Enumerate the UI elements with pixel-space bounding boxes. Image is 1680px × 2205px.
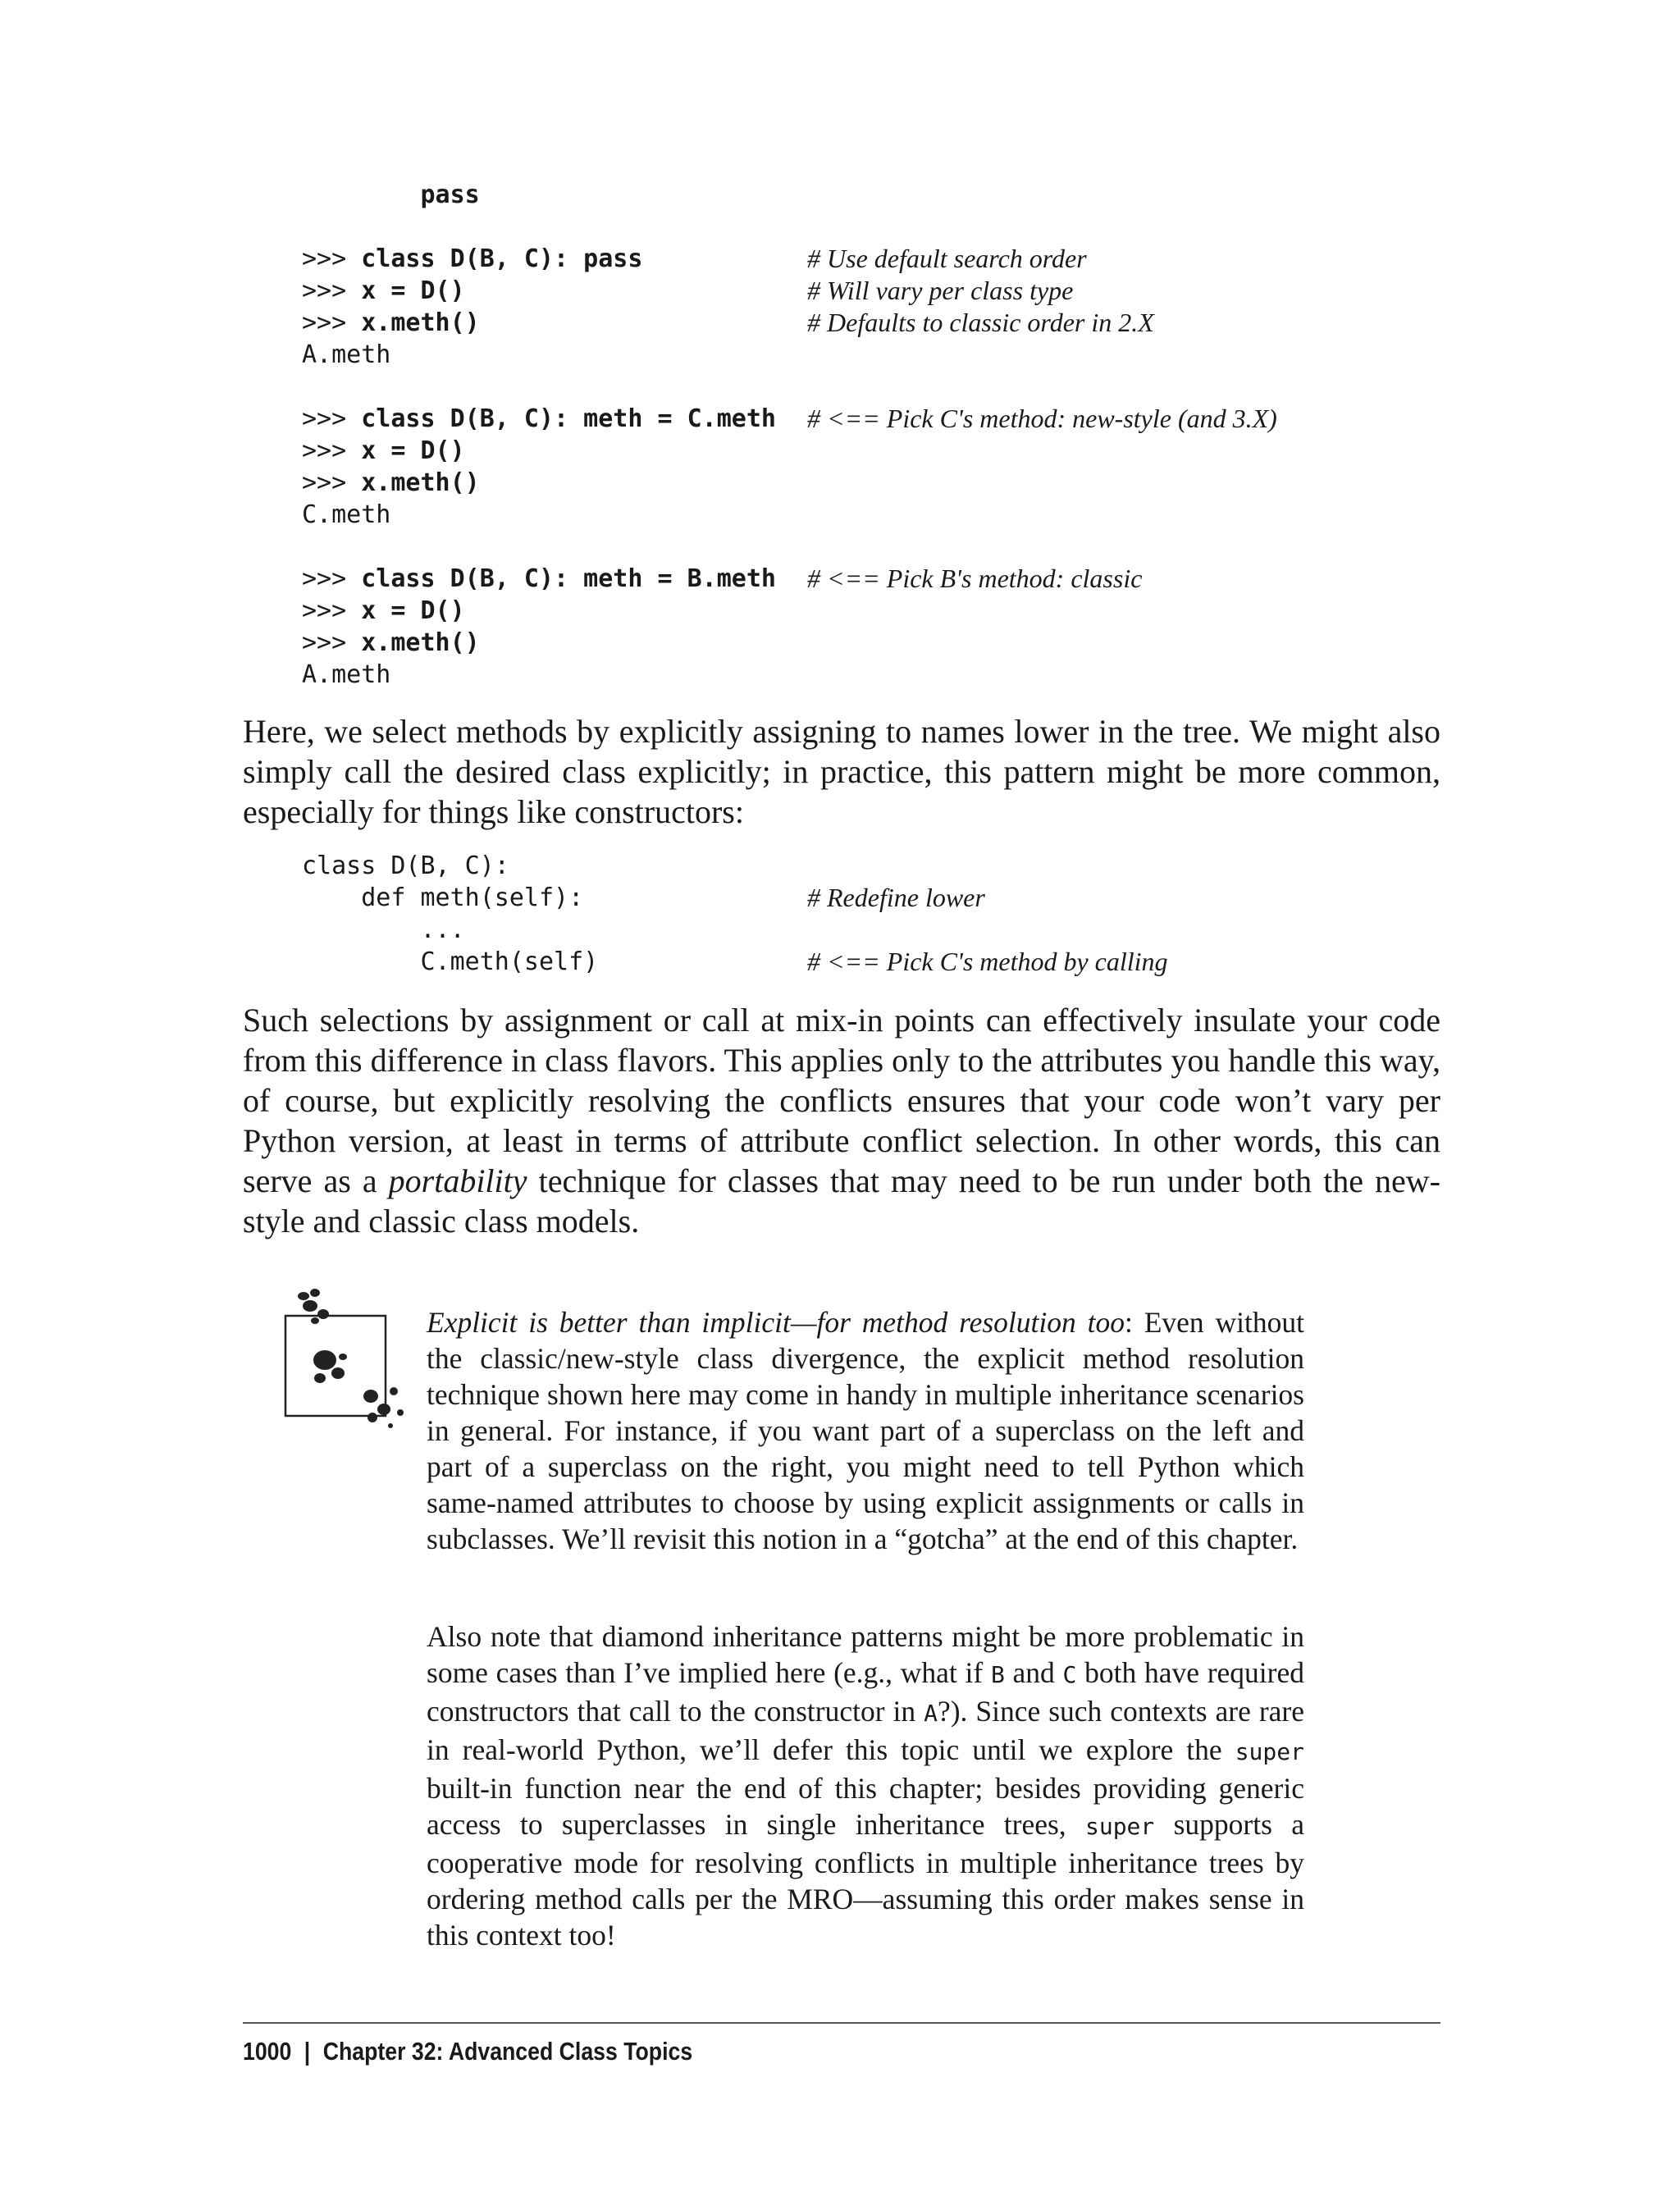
code-line: ... (302, 915, 465, 944)
code-line: def meth(self): # Redefine lower (302, 883, 985, 912)
code-line: >>> x = D() (302, 596, 465, 625)
code-line: pass (420, 180, 480, 209)
code-block-diamond-override (302, 179, 1277, 691)
code-comment: # Defaults to classic order in 2.X (807, 308, 1154, 337)
code-line: >>> x = D() (302, 436, 465, 465)
code-comment: # Use default search order (807, 244, 1087, 273)
code-line: >>> class D(B, C): pass # Use default search order (302, 244, 1087, 273)
code-comment: # <== Pick C's method by calling (807, 947, 1168, 976)
code-line: >>> class D(B, C): meth = C.meth # <== Pick C's method: new-style (and 3.X) (302, 404, 1277, 433)
code-line: >>> x.meth() (302, 468, 480, 497)
code-block-explicit-call (302, 850, 1168, 978)
code-comment: # Redefine lower (807, 883, 985, 912)
code-line: C.meth(self) # <== Pick C's method by calling (302, 947, 1168, 976)
raccoon-tip-icon (279, 1281, 418, 1429)
page-footer (243, 2037, 692, 2066)
code-line (302, 371, 776, 403)
code-line: >>> x.meth() # Defaults to classic order in 2.X (302, 308, 1154, 337)
code-line: >>> class D(B, C): meth = B.meth # <== Pick B's method: classic (302, 564, 1143, 593)
code-line: C.meth (302, 500, 391, 529)
code-line: A.meth (302, 660, 391, 689)
code-line (302, 211, 776, 243)
footer-separator: | (304, 2037, 311, 2066)
tip-diamond-patterns: Also note that diamond inheritance patterns might be more problematic in some cases than I’ve implied here (e.g., what if B and C both have required constructors that call to the constructor in A?). Since such contexts are rare in real-world Python, we’ll defer this topic until we explore the super built-in function near the end of this chapter; besides providing generic access to superclasses in single inheritance trees, super supports a cooperative mode for resolving conflicts in multiple inheritance trees by ordering method calls per the MRO—assuming this order makes sense in this context too! (427, 1620, 1305, 1952)
code-line: >>> x.meth() (302, 628, 480, 657)
code-line: class D(B, C): (302, 851, 509, 880)
code-comment: # <== Pick C's method: new-style (and 3.X) (807, 404, 1277, 433)
code-comment: # Will vary per class type (807, 276, 1074, 305)
paragraph-portability: Such selections by assignment or call at mix-in points can effectively insulate your code from this difference in class flavors. This applies only to the attributes you handle this way, of course, but explicitly resolving the conflicts ensures that your code won’t vary per Python version, at least in terms of attribute conflict selection. In other words, this can serve as a portability technique for classes that may need to be run under both the new-style and classic class models. (243, 1002, 1441, 1239)
code-line: A.meth (302, 340, 391, 369)
chapter-title: Chapter 32: Advanced Class Topics (322, 2037, 693, 2066)
page-number: 1000 (243, 2037, 292, 2066)
tip-explicit-resolution: Explicit is better than implicit—for method resolution too: Even without the classic/new-style class divergence, the explicit method resolution technique shown here may come in handy in multiple inheritance scenarios in general. For instance, if you want part of a superclass on the left and part of a superclass on the right, you might need to tell Python which same-named attributes to choose by using explicit assignments or calls in subclasses. We’ll revisit this notion in a “gotcha” at the end of this chapter. (427, 1306, 1304, 1555)
paragraph-explicit-assignment: Here, we select methods by explicitly assigning to names lower in the tree. We might also simply call the desired class explicitly; in practice, this pattern might be more common, especially for things like constructors: (243, 713, 1440, 830)
footer-rule (243, 2022, 1440, 2024)
tip-lead: Explicit is better than implicit—for method resolution too (427, 1306, 1125, 1339)
code-line (302, 531, 776, 563)
emphasis-portability: portability (388, 1162, 527, 1199)
code-line: >>> x = D() # Will vary per class type (302, 276, 1074, 305)
code-comment: # <== Pick B's method: classic (807, 564, 1143, 593)
